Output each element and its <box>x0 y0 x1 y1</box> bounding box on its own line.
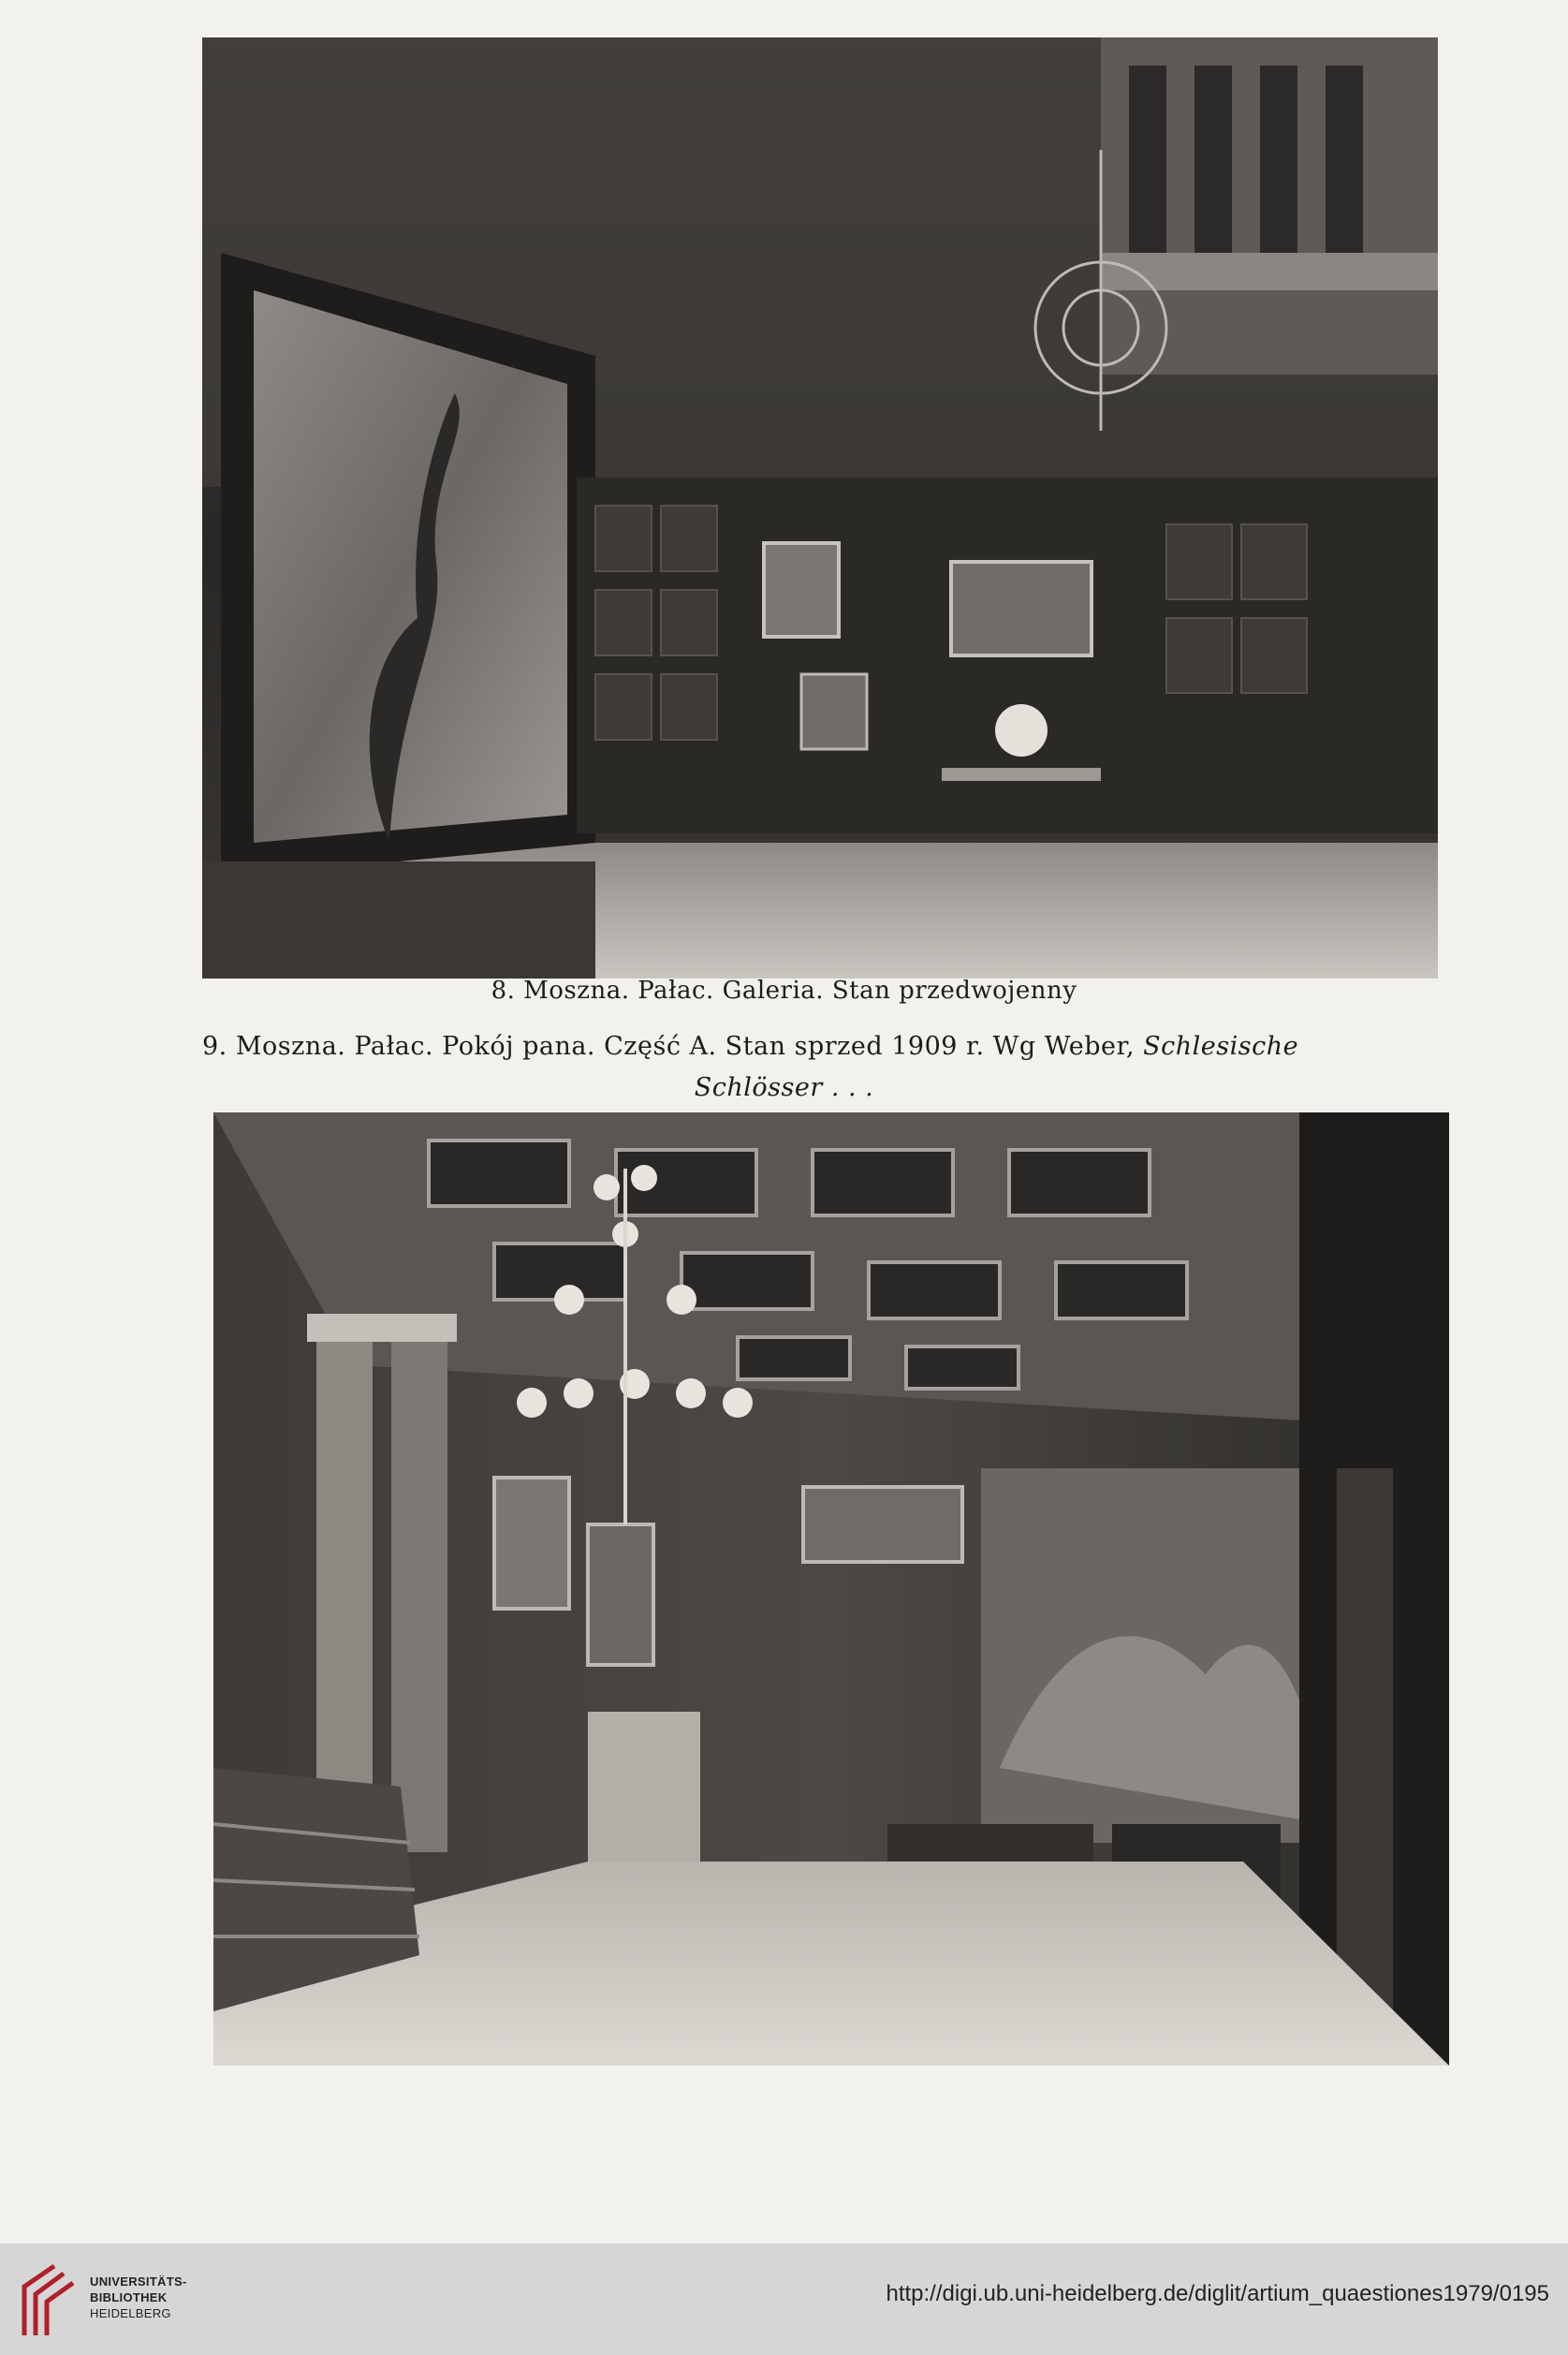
photo-gallery-interior <box>202 37 1438 979</box>
figure-8-caption: 8. Moszna. Pałac. Galeria. Stan przedwojenny <box>491 977 1077 1005</box>
logo-line-1: UNIVERSITÄTS- <box>90 2274 187 2289</box>
figure-9-caption-line2: Schlösser . . . <box>694 1073 874 1102</box>
figure-9-caption-line1 <box>202 1030 1457 1064</box>
footer-bar <box>0 2244 1568 2355</box>
photo-masters-room-drawing <box>213 1112 1449 2066</box>
permalink-url[interactable]: http://digi.ub.uni-heidelberg.de/diglit/artium_quaestiones1979/0195 <box>886 2281 1549 2306</box>
library-logo-text <box>90 2274 187 2321</box>
figure-9-caption-text: 9. Moszna. Pałac. Pokój pana. Część A. Stan sprzed 1909 r. Wg Weber, <box>202 1032 1144 1061</box>
photo-gallery-drawing <box>202 37 1438 979</box>
photo-masters-room <box>213 1112 1449 2066</box>
logo-line-3: HEIDELBERG <box>90 2306 171 2320</box>
figure-9-caption-italic: Schlesische <box>1143 1032 1299 1061</box>
logo-line-2: BIBLIOTHEK <box>90 2290 168 2304</box>
university-library-logo-icon <box>17 2260 79 2341</box>
